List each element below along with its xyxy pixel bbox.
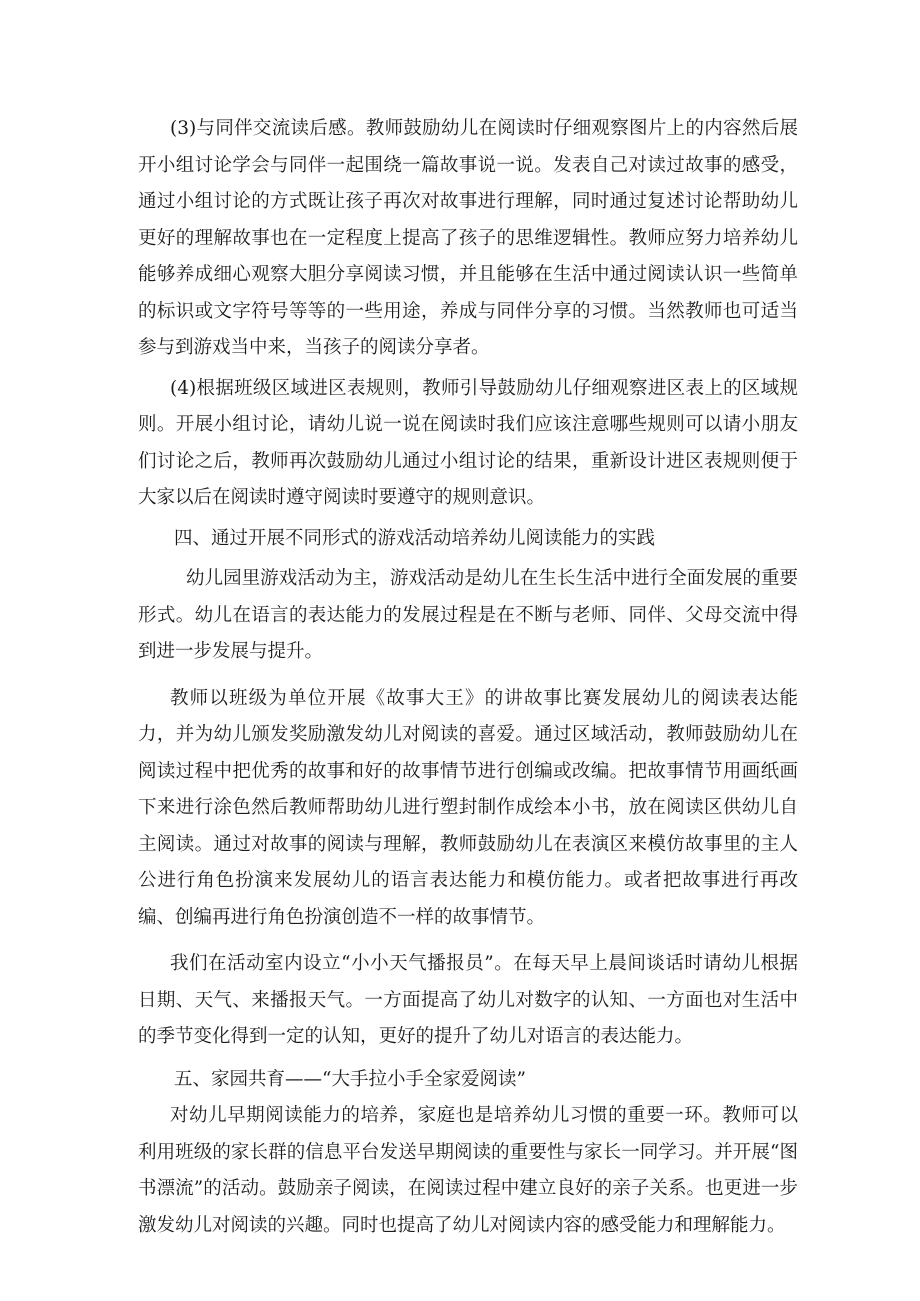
paragraph-story-king: 教师以班级为单位开展《故事大王》的讲故事比赛发展幼儿的阅读表达能力，并为幼儿颁发奖励激发幼儿对阅读的喜爱。通过区域活动，教师鼓励幼儿在阅读过程中把优秀的故事和好的故事情节进行创编或改编。把故事情节用画纸画下来进行涂色然后教师帮助幼儿进行塑封制作成绘本小书，放在阅读区供幼儿自主阅读。通过对故事的阅读与理解，教师鼓励幼儿在表演区来模仿故事里的主人公进行角色扮演来发展幼儿的语言表达能力和模仿能力。或者把故事进行再改编、创编再进行角色扮演创造不一样的故事情节。 — [138, 687, 798, 928]
paragraph-weather-reporter: 我们在活动室内设立“小小天气播报员”。在每天早上晨间谈话时请幼儿根据日期、天气、来播报天气。一方面提高了幼儿对数字的认知、一方面也对生活中的季节变化得到一定的认知，更好的提升了幼儿对语言的表达能力。 — [138, 953, 798, 1047]
paragraph-game-activities: 幼儿园里游戏活动为主，游戏活动是幼儿在生长生活中进行全面发展的重要形式。幼儿在语言的表达能力的发展过程是在不断与老师、同伴、父母交流中得到进一步发展与提升。 — [138, 568, 798, 662]
document-body — [138, 111, 798, 1244]
paragraph-reading-sharing: (3)与同伴交流读后感。教师鼓励幼儿在阅读时仔细观察图片上的内容然后展开小组讨论学会与同伴一起围绕一篇故事说一说。发表自己对读过故事的感受，通过小组讨论的方式既让孩子再次对故事进行理解，同时通过复述讨论帮助幼儿更好的理解故事也在一定程度上提高了孩子的思维逻辑性。教师应努力培养幼儿能够养成细心观察大胆分享阅读习惯，并且能够在生活中通过阅读认识一些简单的标识或文字符号等等的一些用途，养成与同伴分享的习惯。当然教师也可适当参与到游戏当中来，当孩子的阅读分享者。 — [138, 118, 798, 358]
section-heading-five: 五、家园共育——“大手拉小手全家爱阅读” — [174, 1068, 526, 1090]
paragraph-area-rules: (4)根据班级区域进区表规则，教师引导鼓励幼儿仔细观察进区表上的区域规则。开展小组讨论，请幼儿说一说在阅读时我们应该注意哪些规则可以请小朋友们讨论之后，教师再次鼓励幼儿通过小组讨论的结果，重新设计进区表规则便于大家以后在阅读时遵守阅读时要遵守的规则意识。 — [138, 377, 798, 508]
paragraph-home-school: 对幼儿早期阅读能力的培养，家庭也是培养幼儿习惯的重要一环。教师可以利用班级的家长群的信息平台发送早期阅读的重要性与家长一同学习。并开展“图书漂流”的活动。鼓励亲子阅读，在阅读过程中建立良好的亲子关系。也更进一步激发幼儿对阅读的兴趣。同时也提高了幼儿对阅读内容的感受能力和理解能力。 — [138, 1105, 798, 1236]
section-heading-four: 四、通过开展不同形式的游戏活动培养幼儿阅读能力的实践 — [174, 527, 656, 549]
